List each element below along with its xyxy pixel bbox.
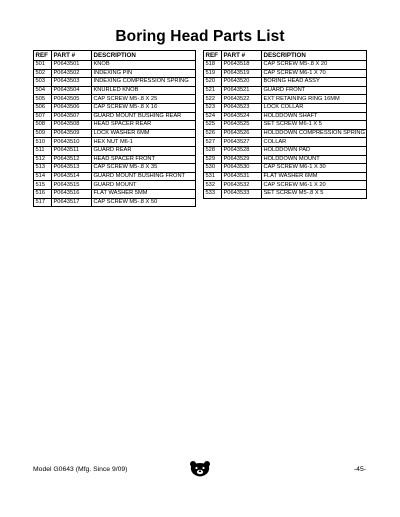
description-cell: GUARD MOUNT BUSHING REAR xyxy=(92,112,196,121)
description-cell: CAP SCREW M6-1 X 20 xyxy=(262,181,367,190)
table-row xyxy=(204,112,367,121)
ref-cell: 523 xyxy=(204,103,222,112)
part-number-cell: P0643510 xyxy=(52,138,92,147)
ref-cell: 514 xyxy=(34,172,52,181)
part-number-cell: P0643530 xyxy=(222,164,262,173)
table-row xyxy=(34,155,196,164)
table-row xyxy=(34,61,196,70)
part-number-column-header: PART # xyxy=(222,51,262,61)
ref-cell: 526 xyxy=(204,129,222,138)
ref-cell: 501 xyxy=(34,61,52,70)
table-row xyxy=(204,78,367,87)
table-row xyxy=(34,78,196,87)
description-cell: HEAD SPACER REAR xyxy=(92,121,196,130)
ref-cell: 505 xyxy=(34,95,52,104)
ref-cell: 515 xyxy=(34,181,52,190)
ref-cell: 533 xyxy=(204,189,222,198)
part-number-cell: P0643518 xyxy=(222,61,262,70)
ref-cell: 521 xyxy=(204,86,222,95)
table-row xyxy=(34,164,196,173)
part-number-cell: P0643525 xyxy=(222,121,262,130)
table-row xyxy=(204,69,367,78)
description-cell: CAP SCREW M5-.8 X 25 xyxy=(92,95,196,104)
part-number-cell: P0643526 xyxy=(222,129,262,138)
part-number-cell: P0643503 xyxy=(52,78,92,87)
footer-model: Model G0643 (Mfg. Since 9/09) xyxy=(33,466,128,473)
ref-cell: 527 xyxy=(204,138,222,147)
part-number-cell: P0643507 xyxy=(52,112,92,121)
description-cell: HEX NUT M6-1 xyxy=(92,138,196,147)
table-row xyxy=(34,189,196,198)
part-number-cell: P0643519 xyxy=(222,69,262,78)
description-cell: GUARD MOUNT BUSHING FRONT xyxy=(92,172,196,181)
parts-table-left xyxy=(33,50,196,207)
ref-cell: 528 xyxy=(204,146,222,155)
part-number-cell: P0643531 xyxy=(222,172,262,181)
part-number-cell: P0643501 xyxy=(52,61,92,70)
table-row xyxy=(204,138,367,147)
ref-cell: 520 xyxy=(204,78,222,87)
part-number-cell: P0643516 xyxy=(52,189,92,198)
description-cell: HEAD SPACER FRONT xyxy=(92,155,196,164)
part-number-cell: P0643514 xyxy=(52,172,92,181)
table-row xyxy=(34,112,196,121)
part-number-column-header: PART # xyxy=(52,51,92,61)
part-number-cell: P0643513 xyxy=(52,164,92,173)
ref-column-header: REF xyxy=(204,51,222,61)
ref-cell: 516 xyxy=(34,189,52,198)
description-cell: INDEXING PIN xyxy=(92,69,196,78)
part-number-cell: P0643512 xyxy=(52,155,92,164)
description-cell: GUARD FRONT xyxy=(262,86,367,95)
ref-cell: 519 xyxy=(204,69,222,78)
table-row xyxy=(204,164,367,173)
description-cell: KNURLED KNOB xyxy=(92,86,196,95)
table-row xyxy=(204,121,367,130)
table-row xyxy=(204,95,367,104)
part-number-cell: P0643522 xyxy=(222,95,262,104)
table-row xyxy=(34,103,196,112)
ref-cell: 512 xyxy=(34,155,52,164)
ref-cell: 525 xyxy=(204,121,222,130)
table-header-row xyxy=(204,51,367,61)
description-cell: CAP SCREW M5-.8 X 50 xyxy=(92,198,196,207)
ref-cell: 522 xyxy=(204,95,222,104)
description-cell: SET SCREW M6-1 X 5 xyxy=(262,121,367,130)
description-cell: EXT RETAINING RING 16MM xyxy=(262,95,367,104)
table-row xyxy=(204,155,367,164)
ref-cell: 517 xyxy=(34,198,52,207)
table-row xyxy=(204,103,367,112)
ref-cell: 529 xyxy=(204,155,222,164)
part-number-cell: P0643508 xyxy=(52,121,92,130)
table-row xyxy=(34,146,196,155)
part-number-cell: P0643504 xyxy=(52,86,92,95)
description-cell: HOLDDOWN COMPRESSION SPRING xyxy=(263,130,365,137)
ref-cell: 524 xyxy=(204,112,222,121)
description-cell: CAP SCREW M6-1 X 70 xyxy=(262,69,367,78)
ref-cell: 530 xyxy=(204,164,222,173)
description-cell: CAP SCREW M6-1 X 30 xyxy=(262,164,367,173)
page-number: -45- xyxy=(353,466,366,473)
description-cell: HOLDDOWN SHAFT xyxy=(262,112,367,121)
description-cell: CAP SCREW M5-.8 X 16 xyxy=(92,103,196,112)
part-number-cell: P0643511 xyxy=(52,146,92,155)
description-cell: BORING HEAD ASSY xyxy=(262,78,367,87)
ref-cell: 513 xyxy=(34,164,52,173)
description-cell: COLLAR xyxy=(262,138,367,147)
table-row xyxy=(34,138,196,147)
description-cell: HOLDDOWN PAD xyxy=(262,146,367,155)
table-row xyxy=(34,198,196,207)
part-number-cell: P0643502 xyxy=(52,69,92,78)
ref-cell: 531 xyxy=(204,172,222,181)
part-number-cell: P0643517 xyxy=(52,198,92,207)
ref-cell: 510 xyxy=(34,138,52,147)
part-number-cell: P0643509 xyxy=(52,129,92,138)
ref-cell: 506 xyxy=(34,103,52,112)
ref-cell: 511 xyxy=(34,146,52,155)
part-number-cell: P0643505 xyxy=(52,95,92,104)
ref-cell: 532 xyxy=(204,181,222,190)
bear-head-logo-icon xyxy=(186,460,214,478)
parts-table-right-body xyxy=(204,61,367,199)
description-cell: FLAT WASHER 6MM xyxy=(262,172,367,181)
description-cell: FLAT WASHER 5MM xyxy=(92,189,196,198)
part-number-cell: P0643529 xyxy=(222,155,262,164)
description-column-header: DESCRIPTION xyxy=(262,51,367,61)
table-row xyxy=(34,181,196,190)
table-row xyxy=(204,146,367,155)
description-cell: CAP SCREW M5-.8 X 35 xyxy=(92,164,196,173)
part-number-cell: P0643520 xyxy=(222,78,262,87)
table-row xyxy=(204,129,367,138)
parts-table-left-body xyxy=(34,61,196,207)
table-row xyxy=(204,172,367,181)
description-cell: HOLDDOWN MOUNT xyxy=(262,155,367,164)
description-cell: SET SCREW M5-.8 X 5 xyxy=(262,189,367,198)
ref-cell: 509 xyxy=(34,129,52,138)
part-number-cell: P0643533 xyxy=(222,189,262,198)
description-cell: CAP SCREW M5-.8 X 20 xyxy=(262,61,367,70)
ref-cell: 502 xyxy=(34,69,52,78)
parts-table-right xyxy=(203,50,367,199)
part-number-cell: P0643515 xyxy=(52,181,92,190)
ref-cell: 518 xyxy=(204,61,222,70)
description-cell: INDEXING COMPRESSION SPRING xyxy=(92,78,196,87)
ref-cell: 504 xyxy=(34,86,52,95)
table-row xyxy=(34,129,196,138)
description-cell: GUARD REAR xyxy=(92,146,196,155)
part-number-cell: P0643532 xyxy=(222,181,262,190)
description-column-header: DESCRIPTION xyxy=(92,51,196,61)
ref-cell: 503 xyxy=(34,78,52,87)
part-number-cell: P0643524 xyxy=(222,112,262,121)
part-number-cell: P0643521 xyxy=(222,86,262,95)
ref-column-header: REF xyxy=(34,51,52,61)
table-row xyxy=(34,86,196,95)
part-number-cell: P0643506 xyxy=(52,103,92,112)
ref-cell: 507 xyxy=(34,112,52,121)
table-row xyxy=(204,189,367,198)
description-cell: LOCK COLLAR xyxy=(262,103,367,112)
description-cell: LOCK WASHER 6MM xyxy=(92,129,196,138)
description-cell: GUARD MOUNT xyxy=(92,181,196,190)
table-row xyxy=(204,181,367,190)
table-row xyxy=(34,95,196,104)
table-header-row xyxy=(34,51,196,61)
description-cell: KNOB xyxy=(92,61,196,70)
part-number-cell: P0643523 xyxy=(222,103,262,112)
page-title: Boring Head Parts List xyxy=(115,28,285,45)
table-row xyxy=(204,61,367,70)
table-row xyxy=(34,69,196,78)
ref-cell: 508 xyxy=(34,121,52,130)
table-row xyxy=(204,86,367,95)
part-number-cell: P0643528 xyxy=(222,146,262,155)
table-row xyxy=(34,121,196,130)
part-number-cell: P0643527 xyxy=(222,138,262,147)
table-row xyxy=(34,172,196,181)
